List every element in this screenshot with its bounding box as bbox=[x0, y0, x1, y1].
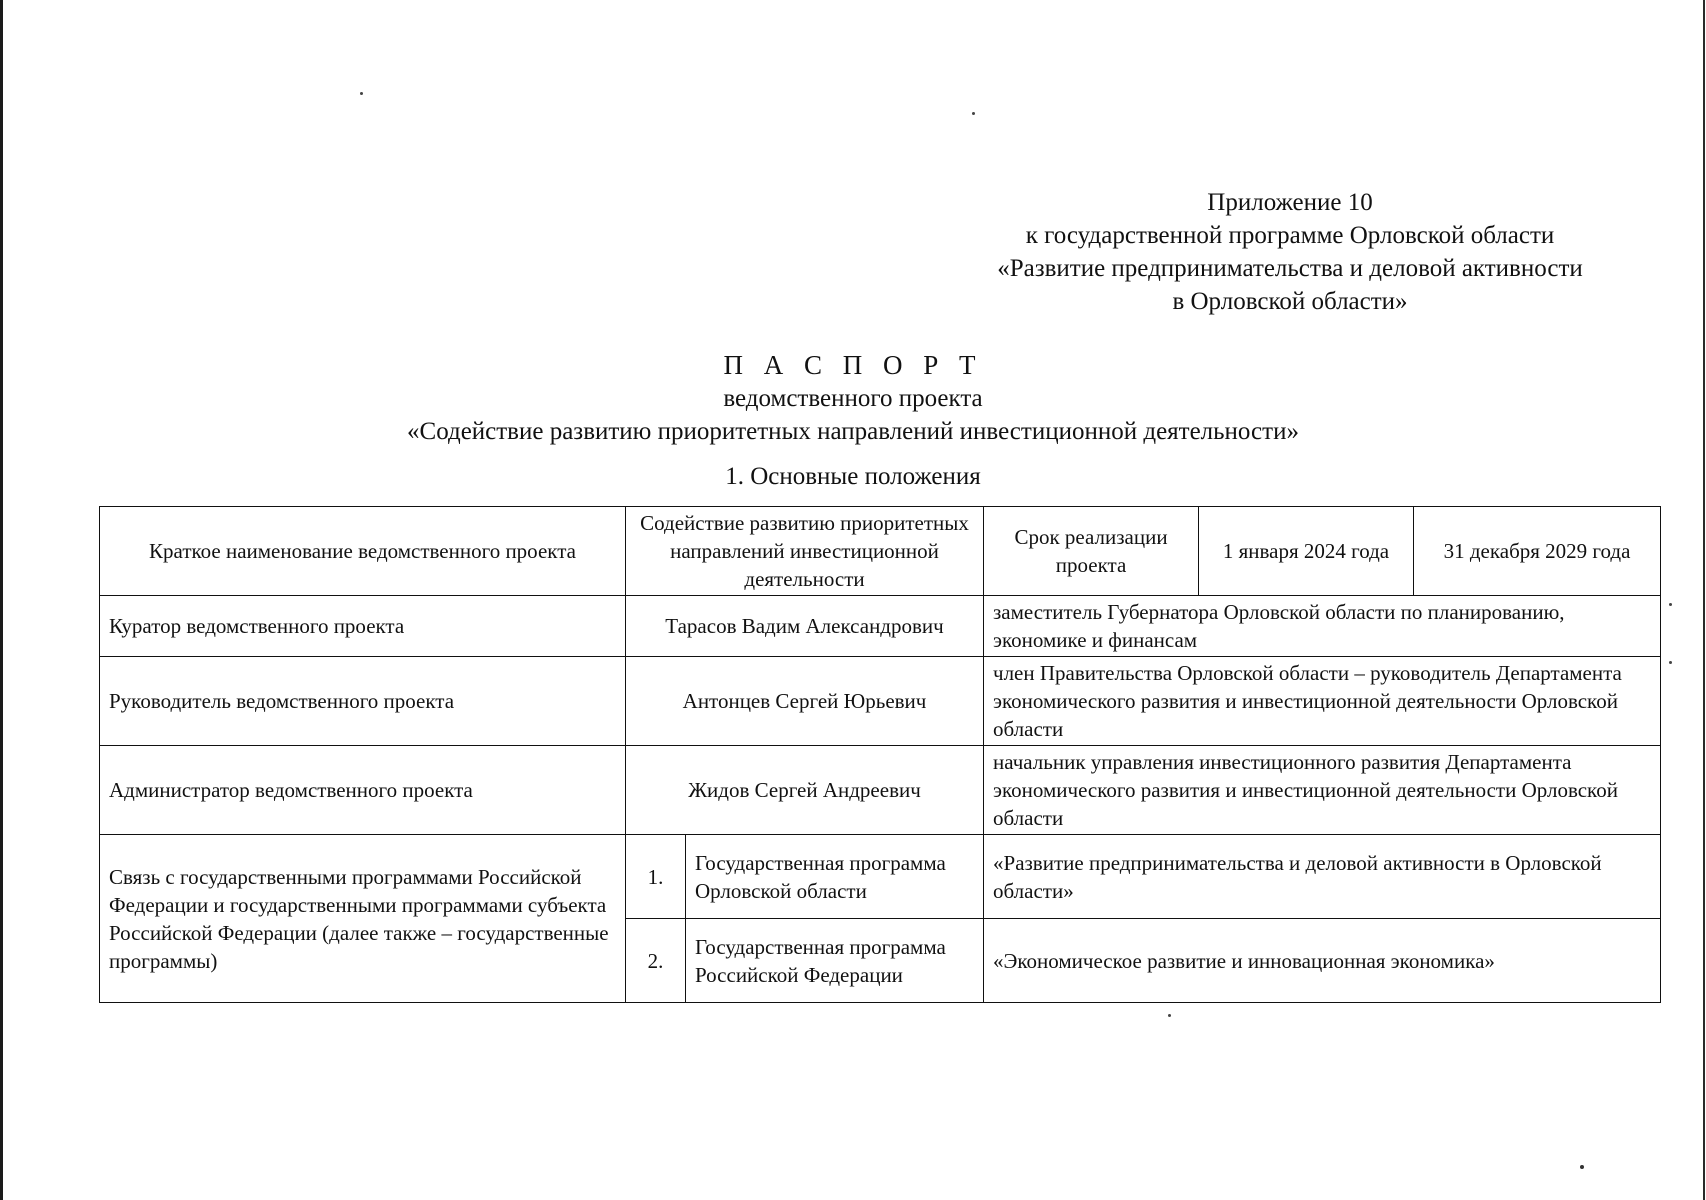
appendix-line-4: в Орловской области» bbox=[1172, 288, 1408, 315]
programs-label: Связь с государственными программами Российской Федерации и государственными программами субъекта Российской Федерации (далее также – государственные программы) bbox=[100, 835, 626, 1003]
scan-speck bbox=[1168, 1014, 1171, 1017]
passport-subheading: ведомственного проекта bbox=[723, 385, 983, 412]
head-position: член Правительства Орловской области – руководитель Департамента экономического развития и инвестиционной деятельности Орловской области bbox=[984, 657, 1661, 746]
table-row-short-name bbox=[100, 507, 1661, 596]
term-start: 1 января 2024 года bbox=[1199, 507, 1414, 596]
scan-edge-right bbox=[1703, 0, 1705, 1200]
head-name: Антонцев Сергей Юрьевич bbox=[626, 657, 984, 746]
passport-table bbox=[99, 506, 1661, 1003]
scan-speck bbox=[972, 112, 975, 115]
short-name-label: Краткое наименование ведомственного проекта bbox=[100, 507, 626, 596]
table-row-head bbox=[100, 657, 1661, 746]
short-name-value: Содействие развитию приоритетных направлений инвестиционной деятельности bbox=[626, 507, 984, 596]
curator-position: заместитель Губернатора Орловской области по планированию, экономике и финансам bbox=[984, 596, 1661, 657]
curator-name: Тарасов Вадим Александрович bbox=[626, 596, 984, 657]
administrator-label: Администратор ведомственного проекта bbox=[100, 746, 626, 835]
administrator-position: начальник управления инвестиционного развития Департамента экономического развития и инвестиционной деятельности Орловской области bbox=[984, 746, 1661, 835]
program-1-number: 1. bbox=[626, 835, 686, 919]
administrator-name: Жидов Сергей Андреевич bbox=[626, 746, 984, 835]
scan-edge-left bbox=[0, 0, 3, 1200]
term-end: 31 декабря 2029 года bbox=[1414, 507, 1661, 596]
passport-heading: П А С П О Р Т bbox=[723, 350, 983, 380]
passport-project-name: «Содействие развитию приоритетных направлений инвестиционной деятельности» bbox=[407, 418, 1299, 445]
program-2-type: Государственная программа Российской Федерации bbox=[686, 919, 984, 1003]
appendix-line-3: «Развитие предпринимательства и деловой активности bbox=[997, 255, 1583, 282]
program-2-number: 2. bbox=[626, 919, 686, 1003]
program-1-type: Государственная программа Орловской области bbox=[686, 835, 984, 919]
scan-speck bbox=[1580, 1165, 1584, 1169]
table-row-curator bbox=[100, 596, 1661, 657]
scan-speck bbox=[1669, 603, 1672, 606]
appendix-line-2: к государственной программе Орловской области bbox=[1025, 222, 1555, 249]
section-title: 1. Основные положения bbox=[725, 463, 981, 490]
scan-speck bbox=[1669, 661, 1672, 664]
program-2-name: «Экономическое развитие и инновационная экономика» bbox=[984, 919, 1661, 1003]
table-row-administrator bbox=[100, 746, 1661, 835]
head-label: Руководитель ведомственного проекта bbox=[100, 657, 626, 746]
term-label: Срок реализации проекта bbox=[984, 507, 1199, 596]
program-1-name: «Развитие предпринимательства и деловой активности в Орловской области» bbox=[984, 835, 1661, 919]
passport-title-block bbox=[0, 349, 1706, 448]
appendix-header bbox=[880, 186, 1700, 318]
appendix-line-1: Приложение 10 bbox=[1207, 189, 1373, 216]
scan-speck bbox=[360, 92, 363, 95]
table-row-programs-1 bbox=[100, 835, 1661, 919]
curator-label: Куратор ведомственного проекта bbox=[100, 596, 626, 657]
